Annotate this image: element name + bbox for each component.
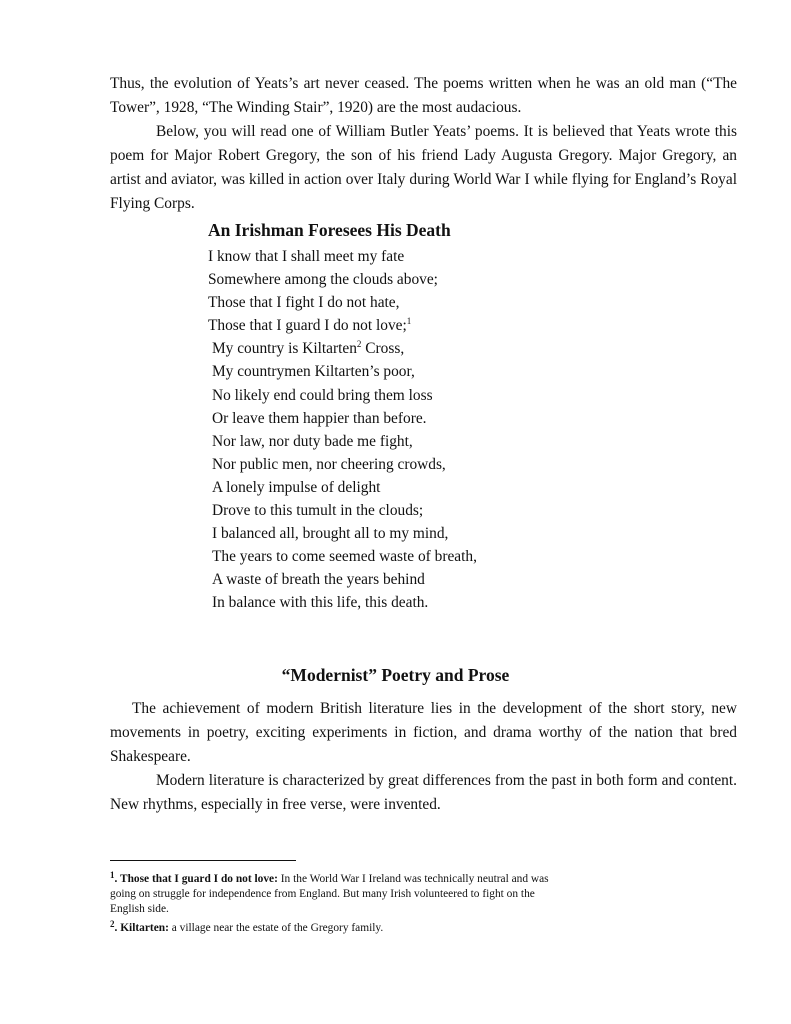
- poem-line: Or leave them happier than before.: [212, 409, 427, 427]
- footnote-term: . Those that I guard I do not love:: [114, 873, 278, 885]
- poem-line: Those that I fight I do not hate,: [208, 294, 400, 312]
- intro-paragraph-1: Thus, the evolution of Yeats’s art never ceased. The poems written when he was an old man (“The Tower”, 1928, “The Winding Stair”, 1920) are the most audacious.: [110, 75, 737, 116]
- footnote-ref-1: 1: [406, 316, 412, 327]
- poem-line-text: Those that I guard I do not love;: [208, 317, 407, 335]
- poem-line: A waste of breath the years behind: [212, 571, 425, 589]
- intro-paragraph-2: Below, you will read one of William Butler Yeats’ poems. It is believed that Yeats wrote this poem for Major Robert Gregory, the son of his friend Lady Augusta Gregory. Major Gregory, an artist and aviator, was killed in action over Italy during World War I while flying for England’s Royal Flying Corps.: [110, 123, 737, 212]
- poem-title: An Irishman Foresees His Death: [208, 220, 451, 240]
- poem-line-text: My country is Kiltarten: [212, 340, 357, 358]
- footnote-number: 2: [110, 919, 115, 929]
- poem-line: My countrymen Kiltarten’s poor,: [212, 363, 415, 381]
- poem-line-text: Cross,: [361, 340, 405, 358]
- poem-line: Drove to this tumult in the clouds;: [212, 502, 424, 520]
- footnote-text: a village near the estate of the Gregory family.: [168, 922, 384, 934]
- poem-line: I know that I shall meet my fate: [208, 248, 405, 265]
- section-paragraph-1: The achievement of modern British literature lies in the development of the short story, new movements in poetry, exciting experiments in fiction, and drama worthy of the nation that bred Shakespeare.: [110, 700, 737, 765]
- section-title: “Modernist” Poetry and Prose: [281, 665, 510, 685]
- footnote-divider: [110, 860, 296, 861]
- poem-line: Somewhere among the clouds above;: [208, 271, 438, 289]
- footnote-2: [110, 917, 550, 936]
- footnote-term: . Kiltarten:: [114, 922, 169, 934]
- footnote-text: In the World War I Ireland was technically neutral and was going on struggle for independence from England. But many Irish volunteered to fight on the English side.: [110, 873, 549, 915]
- poem-line: In balance with this life, this death.: [212, 594, 429, 612]
- footnote-ref-2: 2: [356, 339, 362, 350]
- poem-line: The years to come seemed waste of breath,: [212, 548, 477, 566]
- poem-line: Nor law, nor duty bade me fight,: [212, 432, 413, 450]
- footnote-1: [110, 868, 550, 917]
- poem-line: [208, 314, 477, 337]
- poem-line: No likely end could bring them loss: [212, 386, 433, 404]
- poem-line: A lonely impulse of delight: [212, 478, 381, 496]
- poem-body: [208, 245, 477, 615]
- poem-line: [208, 337, 477, 360]
- footnote-number: 1: [110, 870, 115, 880]
- poem-line: Nor public men, nor cheering crowds,: [212, 455, 446, 473]
- section-paragraph-2: Modern literature is characterized by great differences from the past in both form and content. New rhythms, especially in free verse, were invented.: [110, 772, 737, 813]
- poem-line: I balanced all, brought all to my mind,: [212, 525, 449, 543]
